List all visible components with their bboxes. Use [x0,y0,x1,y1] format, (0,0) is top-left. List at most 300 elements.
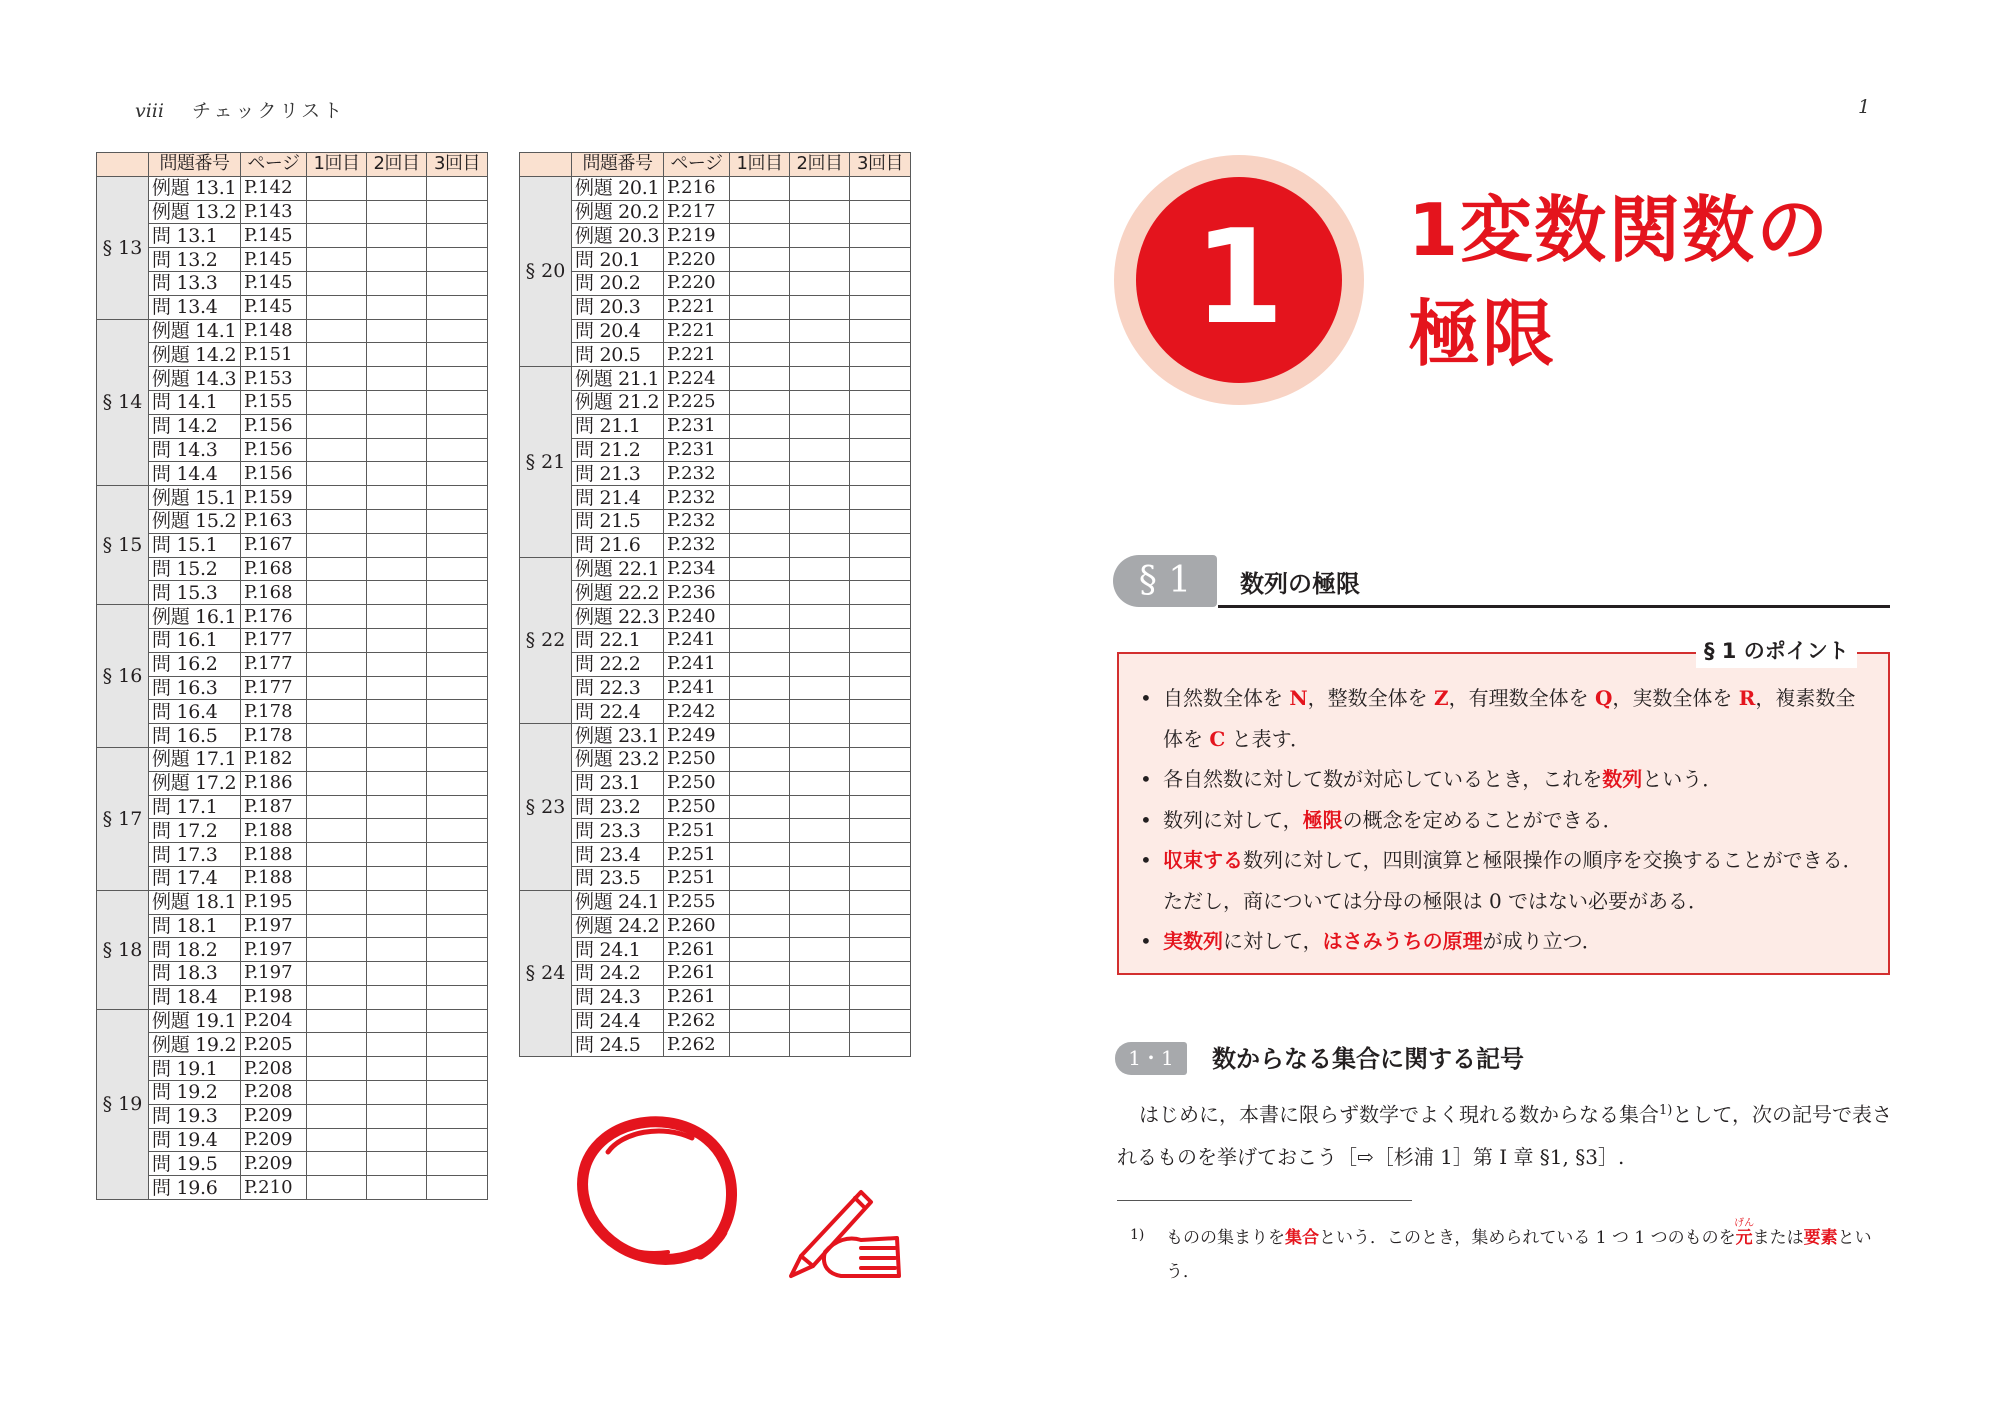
section-cell: § 20 [520,176,572,366]
right-page-number: 1 [1858,96,1871,118]
problem-cell: 例題 15.1 [149,486,241,510]
check-cell-2[interactable] [790,414,850,438]
page-cell: P.216 [664,176,730,200]
check-cell-1[interactable] [730,1033,790,1057]
check-cell-3[interactable] [427,271,488,295]
check-cell-2[interactable] [790,271,850,295]
section-cell: § 19 [97,1009,149,1199]
table-row [520,962,911,986]
check-cell-1[interactable] [307,414,367,438]
check-cell-3[interactable] [850,795,911,819]
check-cell-3[interactable] [850,985,911,1009]
check-cell-1[interactable] [307,200,367,224]
problem-cell: 例題 15.2 [149,509,241,533]
check-cell-3[interactable] [427,962,488,986]
check-cell-2[interactable] [367,1152,427,1176]
page-cell: P.188 [241,866,307,890]
check-cell-3[interactable] [427,938,488,962]
check-cell-2[interactable] [790,676,850,700]
check-cell-3[interactable] [850,509,911,533]
check-cell-3[interactable] [850,866,911,890]
check-cell-3[interactable] [850,605,911,629]
page-cell: P.197 [241,938,307,962]
check-cell-3[interactable] [427,367,488,391]
check-cell-2[interactable] [790,390,850,414]
check-cell-1[interactable] [730,843,790,867]
check-cell-1[interactable] [307,533,367,557]
point-item: • 自然数全体を N，整数全体を Z，有理数全体を Q，実数全体を R，複素数全体を C と表す． [1140,678,1870,759]
check-cell-1[interactable] [307,938,367,962]
problem-cell: 問 17.1 [149,795,241,819]
check-cell-3[interactable] [427,581,488,605]
problem-cell: 問 16.1 [149,628,241,652]
check-cell-1[interactable] [307,985,367,1009]
check-cell-3[interactable] [850,343,911,367]
problem-cell: 問 24.3 [572,985,664,1009]
check-cell-3[interactable] [427,295,488,319]
problem-cell: 問 16.2 [149,652,241,676]
check-cell-2[interactable] [790,724,850,748]
check-cell-1[interactable] [730,890,790,914]
check-cell-1[interactable] [307,724,367,748]
check-cell-2[interactable] [790,343,850,367]
check-cell-2[interactable] [790,295,850,319]
check-cell-3[interactable] [850,319,911,343]
table-row [97,1033,488,1057]
point-item: • 各自然数に対して数が対応しているとき，これを数列という． [1140,759,1870,800]
check-cell-3[interactable] [427,343,488,367]
check-cell-2[interactable] [367,819,427,843]
check-cell-2[interactable] [790,462,850,486]
check-cell-2[interactable] [790,200,850,224]
point-box-label: § 1 のポイント [1696,634,1857,668]
check-cell-2[interactable] [367,1009,427,1033]
check-cell-1[interactable] [730,176,790,200]
check-cell-1[interactable] [307,271,367,295]
check-cell-2[interactable] [367,866,427,890]
check-cell-2[interactable] [367,486,427,510]
check-cell-1[interactable] [730,938,790,962]
check-cell-3[interactable] [850,962,911,986]
check-cell-1[interactable] [730,533,790,557]
check-cell-2[interactable] [367,367,427,391]
check-cell-2[interactable] [367,652,427,676]
check-cell-3[interactable] [427,985,488,1009]
check-cell-1[interactable] [730,509,790,533]
check-cell-2[interactable] [790,795,850,819]
check-cell-3[interactable] [850,438,911,462]
check-cell-2[interactable] [790,605,850,629]
check-cell-1[interactable] [307,676,367,700]
problem-cell: 問 14.3 [149,438,241,462]
check-cell-3[interactable] [427,248,488,272]
check-cell-1[interactable] [307,628,367,652]
check-cell-2[interactable] [790,248,850,272]
check-cell-1[interactable] [730,605,790,629]
check-cell-1[interactable] [730,295,790,319]
section-label: § 1 [1113,555,1217,607]
check-cell-1[interactable] [307,1104,367,1128]
check-cell-3[interactable] [427,652,488,676]
check-cell-2[interactable] [367,557,427,581]
check-cell-3[interactable] [850,367,911,391]
check-cell-3[interactable] [427,414,488,438]
check-cell-3[interactable] [850,414,911,438]
check-cell-1[interactable] [307,747,367,771]
check-cell-2[interactable] [367,1057,427,1081]
check-cell-3[interactable] [850,771,911,795]
check-cell-3[interactable] [427,676,488,700]
check-cell-3[interactable] [427,1128,488,1152]
check-cell-1[interactable] [307,962,367,986]
check-cell-1[interactable] [730,985,790,1009]
check-cell-1[interactable] [730,486,790,510]
check-cell-1[interactable] [730,438,790,462]
check-cell-1[interactable] [307,581,367,605]
check-cell-3[interactable] [427,176,488,200]
check-cell-2[interactable] [367,200,427,224]
problem-cell: 問 22.3 [572,676,664,700]
check-cell-1[interactable] [307,390,367,414]
page-cell: P.167 [241,533,307,557]
check-cell-3[interactable] [850,1033,911,1057]
check-cell-3[interactable] [427,509,488,533]
check-cell-3[interactable] [850,724,911,748]
table-row [97,866,488,890]
check-cell-3[interactable] [427,819,488,843]
check-cell-1[interactable] [307,1081,367,1105]
check-cell-2[interactable] [790,438,850,462]
check-cell-3[interactable] [850,819,911,843]
check-cell-2[interactable] [790,843,850,867]
check-cell-2[interactable] [790,914,850,938]
table-row [97,1081,488,1105]
check-cell-3[interactable] [850,390,911,414]
check-cell-3[interactable] [427,1152,488,1176]
check-cell-1[interactable] [730,866,790,890]
check-cell-2[interactable] [367,1104,427,1128]
check-cell-2[interactable] [790,581,850,605]
check-cell-1[interactable] [307,462,367,486]
check-cell-3[interactable] [427,319,488,343]
left-page-number: viii [135,100,164,122]
problem-cell: 例題 20.3 [572,224,664,248]
check-cell-1[interactable] [307,795,367,819]
check-cell-1[interactable] [307,176,367,200]
check-cell-3[interactable] [427,890,488,914]
check-cell-2[interactable] [790,890,850,914]
check-cell-3[interactable] [850,295,911,319]
check-cell-2[interactable] [367,533,427,557]
check-cell-1[interactable] [730,724,790,748]
check-cell-3[interactable] [427,914,488,938]
check-cell-3[interactable] [427,557,488,581]
section-cell: § 16 [97,605,149,748]
check-cell-3[interactable] [427,462,488,486]
page-cell: P.250 [664,795,730,819]
check-cell-1[interactable] [307,1176,367,1200]
check-cell-1[interactable] [307,343,367,367]
check-cell-1[interactable] [730,343,790,367]
check-cell-3[interactable] [850,843,911,867]
check-cell-1[interactable] [307,843,367,867]
check-cell-1[interactable] [730,390,790,414]
check-cell-1[interactable] [730,224,790,248]
check-cell-3[interactable] [850,271,911,295]
check-cell-3[interactable] [850,533,911,557]
header-cell: 2回目 [367,153,427,177]
table-row [520,414,911,438]
check-cell-1[interactable] [307,1057,367,1081]
check-cell-2[interactable] [790,367,850,391]
check-cell-3[interactable] [427,438,488,462]
check-cell-2[interactable] [790,509,850,533]
check-cell-2[interactable] [367,1081,427,1105]
check-cell-1[interactable] [307,1033,367,1057]
check-cell-1[interactable] [730,248,790,272]
check-cell-3[interactable] [850,700,911,724]
red-circle-icon [572,1112,752,1272]
page-cell: P.178 [241,700,307,724]
check-cell-2[interactable] [367,248,427,272]
check-cell-2[interactable] [367,1176,427,1200]
check-cell-1[interactable] [307,367,367,391]
table-row [520,533,911,557]
check-cell-2[interactable] [367,509,427,533]
check-cell-2[interactable] [367,462,427,486]
page-cell: P.232 [664,486,730,510]
check-cell-3[interactable] [427,1081,488,1105]
check-cell-3[interactable] [850,581,911,605]
problem-cell: 問 23.2 [572,795,664,819]
check-cell-3[interactable] [427,1009,488,1033]
check-cell-1[interactable] [307,509,367,533]
check-cell-1[interactable] [307,319,367,343]
check-cell-2[interactable] [367,1033,427,1057]
table-row [97,890,488,914]
check-cell-3[interactable] [427,486,488,510]
check-cell-3[interactable] [850,747,911,771]
check-cell-2[interactable] [367,938,427,962]
check-cell-3[interactable] [427,1033,488,1057]
check-cell-1[interactable] [730,700,790,724]
check-cell-2[interactable] [790,1033,850,1057]
page-cell: P.153 [241,367,307,391]
check-cell-2[interactable] [367,605,427,629]
check-cell-2[interactable] [367,676,427,700]
check-cell-2[interactable] [367,747,427,771]
check-cell-1[interactable] [730,271,790,295]
check-cell-1[interactable] [307,890,367,914]
page-cell: P.251 [664,819,730,843]
check-cell-1[interactable] [307,224,367,248]
page-cell: P.148 [241,319,307,343]
table-row [97,462,488,486]
check-cell-3[interactable] [427,390,488,414]
check-cell-2[interactable] [790,700,850,724]
check-cell-1[interactable] [730,795,790,819]
problem-cell: 問 19.6 [149,1176,241,1200]
check-cell-2[interactable] [367,438,427,462]
check-cell-2[interactable] [790,938,850,962]
check-cell-3[interactable] [427,795,488,819]
check-cell-2[interactable] [790,557,850,581]
check-cell-1[interactable] [730,200,790,224]
check-cell-3[interactable] [427,700,488,724]
check-cell-2[interactable] [367,890,427,914]
check-cell-3[interactable] [427,866,488,890]
footnote-ref[interactable]: 1) [1659,1103,1673,1118]
check-cell-1[interactable] [730,367,790,391]
check-cell-2[interactable] [367,843,427,867]
problem-cell: 例題 17.2 [149,771,241,795]
problem-cell: 問 20.2 [572,271,664,295]
check-cell-3[interactable] [427,1057,488,1081]
check-cell-2[interactable] [790,319,850,343]
check-cell-3[interactable] [427,747,488,771]
check-cell-1[interactable] [730,652,790,676]
check-cell-2[interactable] [790,866,850,890]
check-cell-3[interactable] [850,224,911,248]
problem-cell: 例題 22.2 [572,581,664,605]
check-cell-3[interactable] [427,843,488,867]
check-cell-2[interactable] [367,795,427,819]
check-cell-2[interactable] [790,985,850,1009]
check-cell-1[interactable] [307,866,367,890]
check-cell-3[interactable] [427,771,488,795]
footnote-rule [1117,1200,1412,1201]
check-cell-2[interactable] [367,271,427,295]
check-cell-1[interactable] [307,1009,367,1033]
problem-cell: 問 22.1 [572,628,664,652]
problem-cell: 問 13.1 [149,224,241,248]
check-cell-2[interactable] [367,176,427,200]
check-cell-2[interactable] [790,533,850,557]
check-cell-2[interactable] [367,390,427,414]
check-cell-2[interactable] [367,295,427,319]
check-cell-3[interactable] [427,628,488,652]
check-cell-2[interactable] [367,985,427,1009]
check-cell-1[interactable] [307,557,367,581]
check-cell-1[interactable] [730,962,790,986]
check-cell-2[interactable] [367,724,427,748]
check-cell-3[interactable] [427,200,488,224]
check-cell-3[interactable] [850,938,911,962]
check-cell-2[interactable] [367,700,427,724]
section-cell: § 13 [97,176,149,319]
check-cell-2[interactable] [367,962,427,986]
table-row [520,295,911,319]
check-cell-1[interactable] [307,295,367,319]
check-cell-2[interactable] [790,652,850,676]
problem-cell: 例題 13.1 [149,176,241,200]
check-cell-2[interactable] [367,1128,427,1152]
check-cell-2[interactable] [790,628,850,652]
check-cell-3[interactable] [850,462,911,486]
check-cell-3[interactable] [850,557,911,581]
check-cell-2[interactable] [367,914,427,938]
check-cell-1[interactable] [307,248,367,272]
table-row [97,1152,488,1176]
check-cell-1[interactable] [307,1152,367,1176]
table-header-row [97,153,488,177]
check-cell-2[interactable] [367,224,427,248]
check-cell-1[interactable] [730,414,790,438]
page-cell: P.177 [241,676,307,700]
check-cell-2[interactable] [790,486,850,510]
check-cell-2[interactable] [790,176,850,200]
check-cell-1[interactable] [730,581,790,605]
check-cell-1[interactable] [307,486,367,510]
check-cell-3[interactable] [427,224,488,248]
page-cell: P.261 [664,985,730,1009]
check-cell-2[interactable] [367,628,427,652]
check-cell-2[interactable] [790,224,850,248]
check-cell-1[interactable] [730,819,790,843]
check-cell-1[interactable] [730,557,790,581]
page-cell: P.249 [664,724,730,748]
check-cell-3[interactable] [850,200,911,224]
check-cell-3[interactable] [850,248,911,272]
check-cell-3[interactable] [427,533,488,557]
problem-cell: 問 21.2 [572,438,664,462]
check-cell-2[interactable] [367,319,427,343]
check-cell-1[interactable] [307,819,367,843]
check-cell-1[interactable] [730,319,790,343]
check-cell-1[interactable] [730,914,790,938]
check-cell-2[interactable] [367,343,427,367]
check-cell-3[interactable] [427,605,488,629]
check-cell-1[interactable] [307,914,367,938]
check-cell-1[interactable] [307,605,367,629]
check-cell-2[interactable] [790,747,850,771]
check-cell-2[interactable] [367,771,427,795]
check-cell-3[interactable] [850,676,911,700]
check-cell-1[interactable] [307,700,367,724]
check-cell-1[interactable] [307,771,367,795]
check-cell-3[interactable] [427,1104,488,1128]
check-cell-2[interactable] [790,962,850,986]
check-cell-2[interactable] [367,581,427,605]
check-cell-2[interactable] [367,414,427,438]
check-cell-3[interactable] [850,652,911,676]
checklist-table-right [519,152,911,1057]
header-cell: ページ [664,153,730,177]
check-cell-1[interactable] [307,1128,367,1152]
check-cell-3[interactable] [427,1176,488,1200]
check-cell-1[interactable] [730,628,790,652]
page-cell: P.145 [241,295,307,319]
check-cell-1[interactable] [730,771,790,795]
check-cell-1[interactable] [307,652,367,676]
check-cell-1[interactable] [730,462,790,486]
check-cell-3[interactable] [427,724,488,748]
check-cell-3[interactable] [850,628,911,652]
check-cell-3[interactable] [850,890,911,914]
check-cell-1[interactable] [730,1009,790,1033]
check-cell-1[interactable] [730,747,790,771]
table-row [520,271,911,295]
check-cell-1[interactable] [730,676,790,700]
check-cell-2[interactable] [790,771,850,795]
check-cell-2[interactable] [790,819,850,843]
check-cell-3[interactable] [850,486,911,510]
check-cell-2[interactable] [790,1009,850,1033]
check-cell-3[interactable] [850,914,911,938]
check-cell-3[interactable] [850,176,911,200]
check-cell-3[interactable] [850,1009,911,1033]
check-cell-1[interactable] [307,438,367,462]
